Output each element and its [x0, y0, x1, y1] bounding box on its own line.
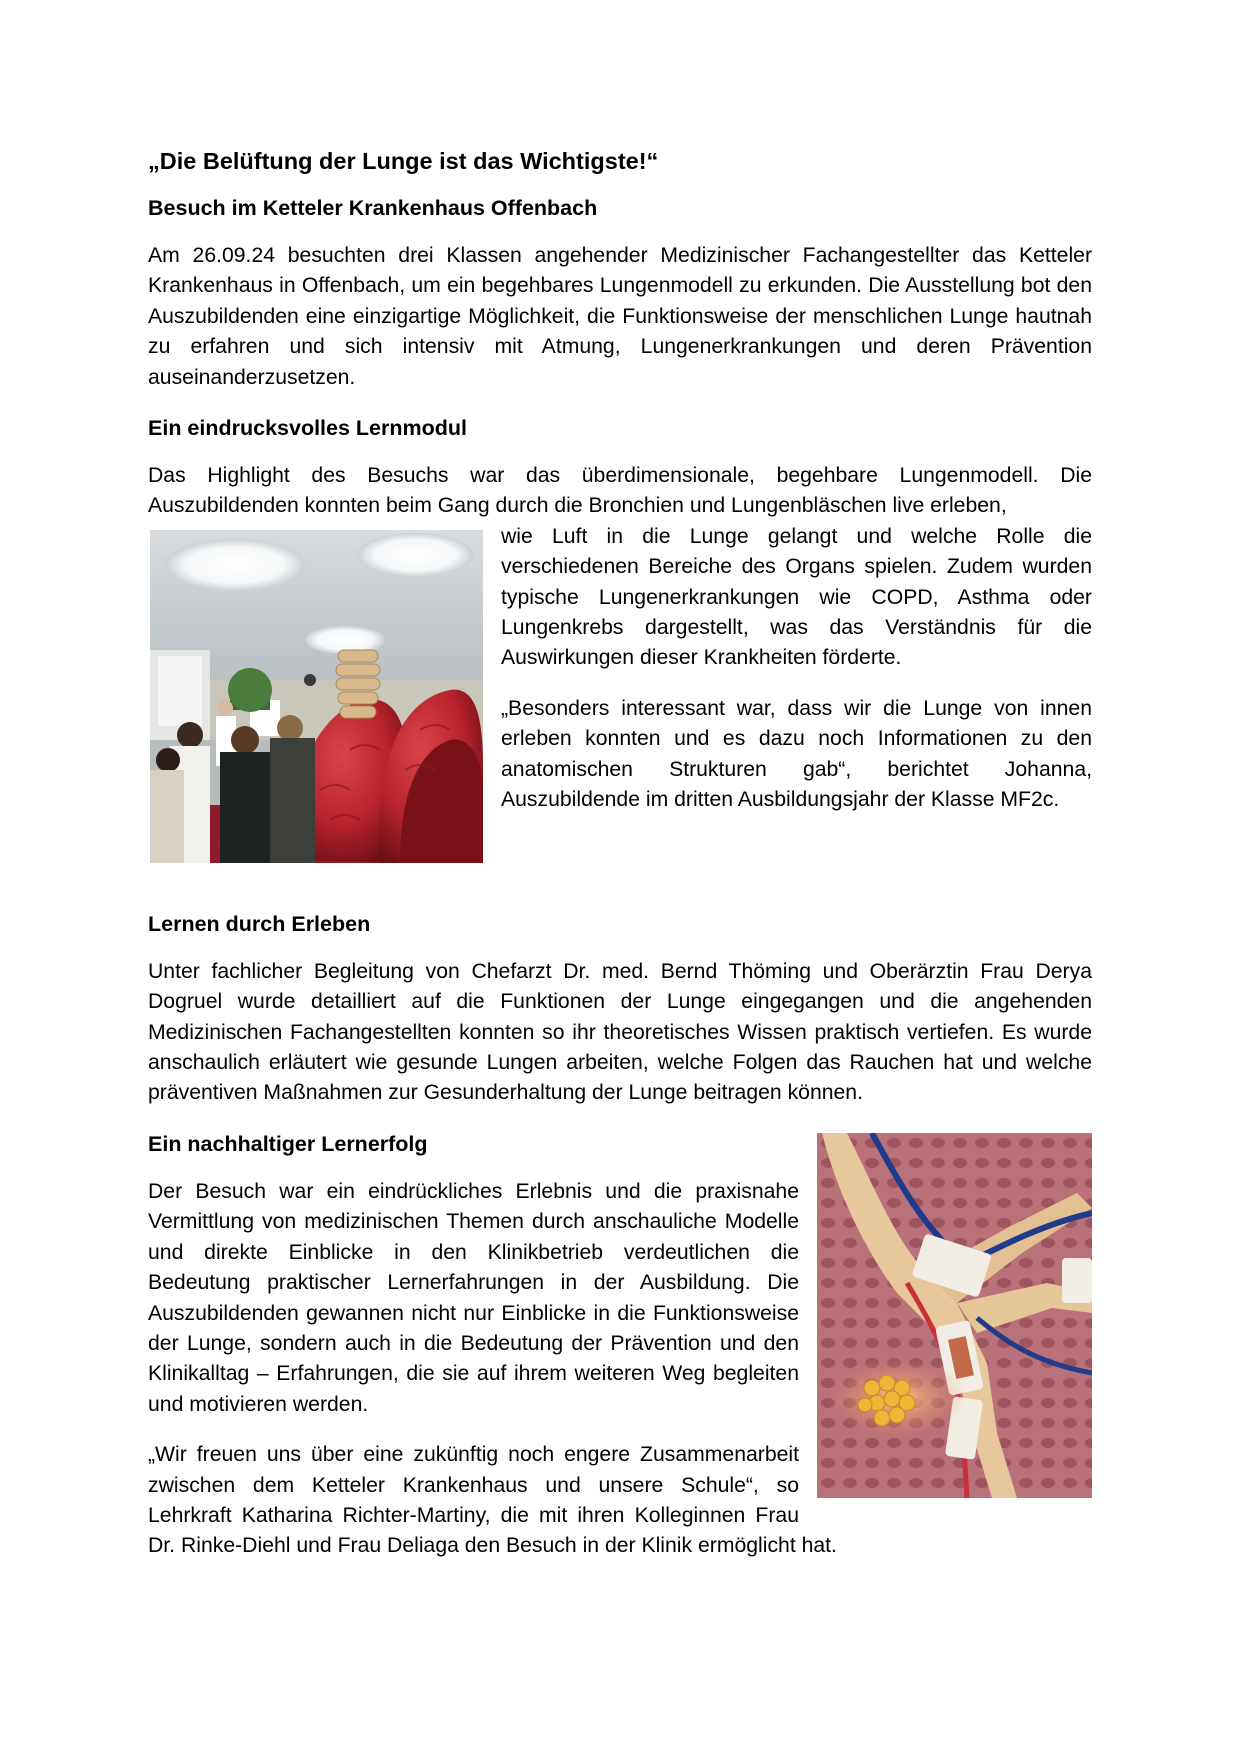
lung-model-photo: [150, 530, 483, 863]
intro-paragraph: Am 26.09.24 besuchten drei Klassen angehender Medizinischer Fachangestellter das Ketteler Krankenhaus in Offenbach, um ein begehbares Lungenmodell zu erkunden. Die Ausstellung bot den Auszubildenden eine einzigartige Möglichkeit, die Funktionsweise der menschlichen Lunge hautnah zu erfahren und sich intensiv mit Atmung, Lungenerkrankungen und deren Prävention auseinanderzusetzen.: [148, 244, 1092, 389]
lernerfolg-paragraph: Der Besuch war ein eindrückliches Erlebnis und die praxisnahe Vermittlung von medizinischen Themen durch anschauliche Modelle und direkte Einblicke in den Klinikbetrieb verdeutlichen die Bedeutung praktischer Lernerfahrungen in der Ausbildung. Die Auszubildenden gewannen nicht nur Einblicke in die Funktionsweise der Lunge, sondern auch in die Bedeutung der Prävention und den Klinikalltag – Erfahrungen, die sie auf ihrem weiteren Weg begleiten und motivieren werden.: [148, 1179, 799, 1416]
lernmodul-paragraph-2: wie Luft in die Lunge gelangt und welche Rolle die verschiedenen Bereiche des Organs spielen. Zudem wurden typische Lungenerkrankungen wie COPD, Asthma oder Lungenkrebs dargestellt, was das Verständnis für die Auswirkungen dieser Krankheiten förderte.: [501, 524, 1092, 670]
article: [148, 146, 1092, 1582]
section-heading-lernerfolg: Ein nachhaltiger Lernerfolg: [148, 1131, 428, 1156]
lernen-paragraph: Unter fachlicher Begleitung von Chefarzt Dr. med. Bernd Thöming und Oberärztin Frau Derya Dogruel wurde detailliert auf die Funktionen der Lunge eingegangen und die angehenden Medizinischen Fachangestellten konnten so ihr theoretisches Wissen praktisch vertiefen. Es wurde anschaulich erläutert wie gesunde Lungen arbeiten, welche Folgen das Rauchen hat und welche präventiven Maßnahmen zur Gesunderhaltung der Lunge beitragen können.: [148, 959, 1092, 1105]
section-heading-lernen: Lernen durch Erleben: [148, 911, 371, 936]
closing-quote: „Wir freuen uns über eine zukünftig noch engere Zusammenarbeit zwischen dem Ketteler Krankenhaus und unsere Schule“, so Lehrkraft Katharina Richter-Martiny, die mit ihren Kolleginnen Frau Dr. Rinke-Diehl und Frau Deliaga den Besuch in der Klinik ermöglicht hat.: [148, 1443, 837, 1558]
lernmodul-quote: „Besonders interessant war, dass wir die Lunge von innen erleben konnten und es dazu noch Informationen zu den anatomischen Strukturen gab“, berichtet Johanna, Auszubildende im dritten Ausbildungsjahr der Klasse MF2c.: [501, 696, 1092, 812]
article-subtitle: Besuch im Ketteler Krankenhaus Offenbach: [148, 196, 598, 220]
alveoli-model-photo: [817, 1133, 1092, 1498]
section-heading-lernmodul: Ein eindrucksvolles Lernmodul: [148, 416, 467, 441]
lernmodul-paragraph-1: Das Highlight des Besuchs war das überdimensionale, begehbare Lungenmodell. Die Auszubildenden konnten beim Gang durch die Bronchien und Lungenbläschen live erleben,: [148, 464, 1092, 518]
article-title: „Die Belüftung der Lunge ist das Wichtigste!“: [148, 148, 659, 174]
